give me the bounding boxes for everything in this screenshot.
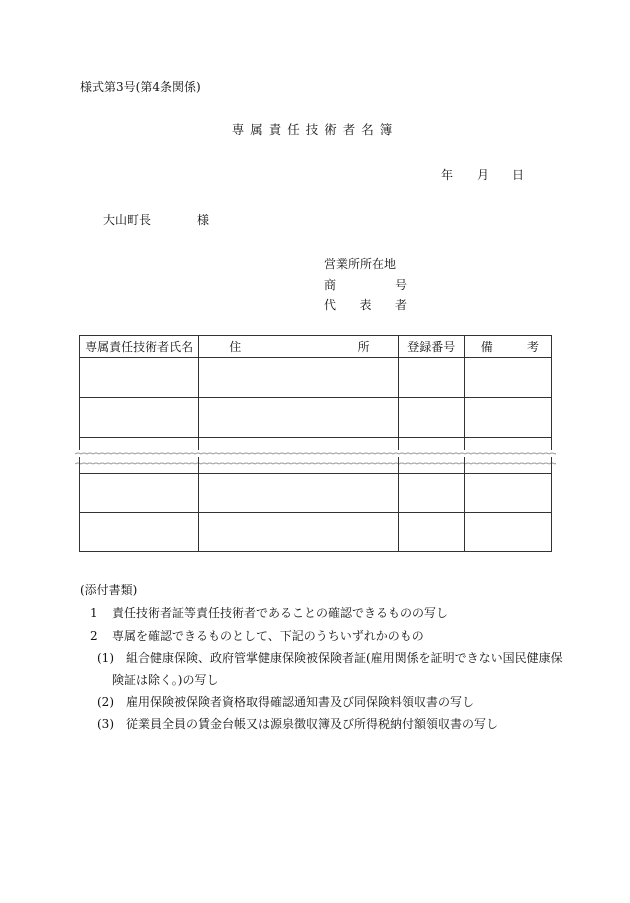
table-row bbox=[80, 513, 552, 552]
technician-table-top bbox=[79, 335, 552, 455]
technician-table-bottom bbox=[79, 457, 552, 552]
attachment-item-number: 2 bbox=[90, 629, 98, 643]
attachment-item-text: 責任技術者証等責任技術者であることの確認できるものの写し bbox=[112, 606, 449, 620]
cell-remarks[interactable] bbox=[464, 474, 551, 513]
representative-char: 代 bbox=[324, 298, 337, 312]
cell-name[interactable] bbox=[80, 474, 199, 513]
cell-registration-number[interactable] bbox=[398, 457, 464, 474]
business-address-label: 営業所所在地 bbox=[324, 257, 397, 271]
attachment-subitem-text: 組合健康保険、政府管掌健康保険被保険者証(雇用関係を証明できない国民健康保 bbox=[126, 651, 563, 665]
header-remarks bbox=[464, 336, 551, 358]
cell-remarks[interactable] bbox=[464, 358, 551, 398]
table-row-cut bbox=[80, 457, 552, 474]
cell-address[interactable] bbox=[199, 457, 398, 474]
cell-remarks[interactable] bbox=[464, 398, 551, 438]
table-header-row bbox=[80, 336, 552, 358]
attachment-item bbox=[90, 607, 448, 619]
cell-remarks[interactable] bbox=[464, 457, 551, 474]
date-year-label: 年 bbox=[441, 168, 454, 182]
cell-registration-number[interactable] bbox=[398, 474, 464, 513]
table-row bbox=[80, 358, 552, 398]
attachment-item bbox=[90, 630, 424, 642]
attachment-subitem-number: (2) bbox=[97, 695, 114, 709]
document-title: 専属責任技術者名簿 bbox=[231, 122, 399, 137]
cell-name[interactable] bbox=[80, 398, 199, 438]
cell-name[interactable] bbox=[80, 513, 199, 552]
attachment-subitem-number: (1) bbox=[97, 651, 114, 665]
cell-name[interactable] bbox=[80, 457, 199, 474]
trade-name-char: 商 bbox=[324, 278, 337, 292]
cell-name[interactable] bbox=[80, 358, 199, 398]
attachment-subitem-text: 雇用保険被保険者資格取得確認通知書及び同保険料領収書の写し bbox=[126, 695, 475, 709]
cell-address[interactable] bbox=[199, 358, 398, 398]
trade-name-char: 号 bbox=[394, 278, 407, 292]
form-number: 様式第3号(第4条関係) bbox=[80, 80, 201, 94]
cell-remarks[interactable] bbox=[464, 513, 551, 552]
attachment-subitem-number: (3) bbox=[97, 717, 114, 731]
addressee-honorific: 様 bbox=[197, 213, 210, 227]
table-row bbox=[80, 398, 552, 438]
attachment-subitem bbox=[97, 652, 563, 664]
date-day-label: 日 bbox=[512, 168, 525, 182]
header-registration-number: 登録番号 bbox=[398, 336, 464, 358]
representative-char: 表 bbox=[359, 298, 372, 312]
attachment-subitem-text: 従業員全員の賃金台帳又は源泉徴収簿及び所得税納付額領収書の写し bbox=[126, 717, 499, 731]
header-name: 専属責任技術者氏名 bbox=[80, 336, 199, 358]
cell-address[interactable] bbox=[199, 398, 398, 438]
representative-label bbox=[324, 299, 407, 311]
attachment-subitem bbox=[97, 718, 498, 730]
representative-char: 者 bbox=[394, 298, 407, 312]
date-month-label: 月 bbox=[477, 168, 490, 182]
cell-address[interactable] bbox=[199, 513, 398, 552]
addressee-name: 大山町長 bbox=[103, 213, 152, 227]
header-remarks-char: 考 bbox=[526, 340, 539, 354]
header-address-char: 住 bbox=[229, 340, 242, 354]
attachment-subitem bbox=[97, 696, 474, 708]
trade-name-label bbox=[324, 279, 407, 291]
header-address-char: 所 bbox=[357, 340, 370, 354]
header-address bbox=[199, 336, 398, 358]
attachments-heading: (添付書類) bbox=[80, 583, 138, 597]
cell-registration-number[interactable] bbox=[398, 358, 464, 398]
cell-registration-number[interactable] bbox=[398, 398, 464, 438]
attachment-item-text: 専属を確認できるものとして、下記のうちいずれかのもの bbox=[112, 629, 424, 643]
table-row bbox=[80, 474, 552, 513]
attachment-subitem-continuation: 険証は除く。)の写し bbox=[112, 673, 219, 687]
cell-registration-number[interactable] bbox=[398, 513, 464, 552]
header-remarks-char: 備 bbox=[480, 340, 493, 354]
cell-address[interactable] bbox=[199, 474, 398, 513]
attachment-item-number: 1 bbox=[90, 606, 98, 620]
